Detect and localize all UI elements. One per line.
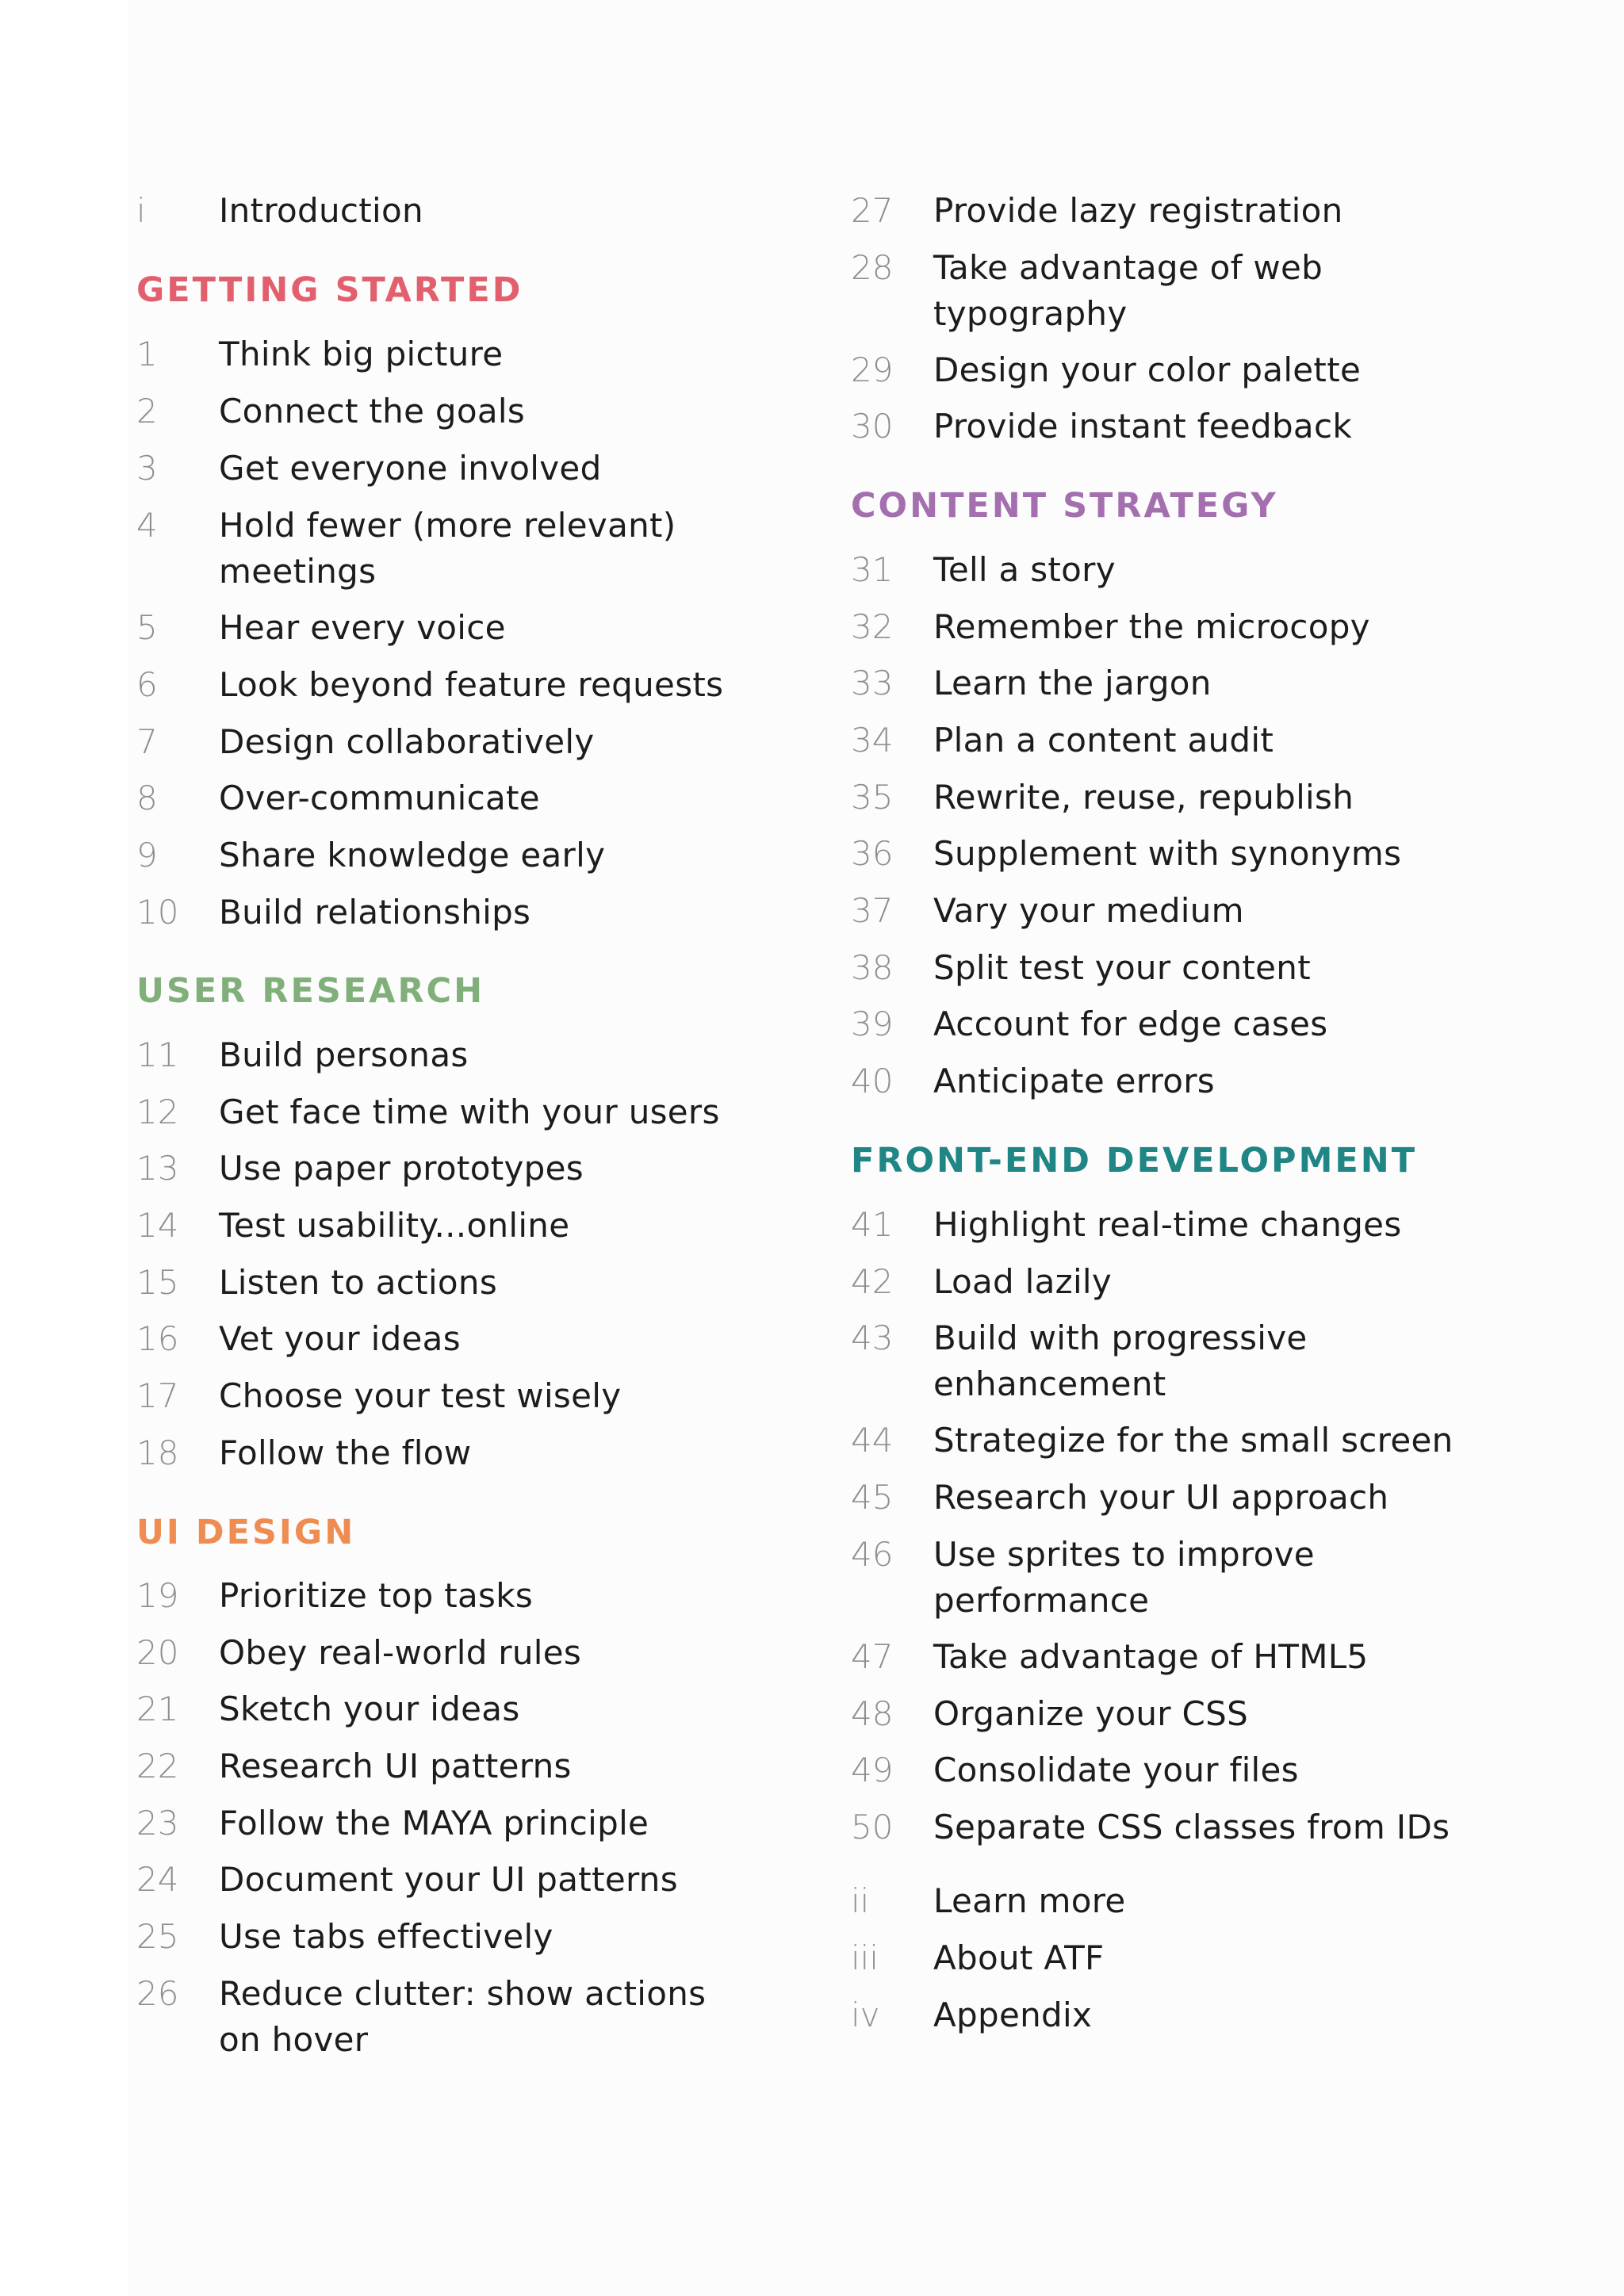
entry-title: Follow the flow (219, 1433, 472, 1472)
entry-title: Get face time with your users (219, 1093, 720, 1131)
entry-title: Hear every voice (219, 608, 506, 647)
entry-number: 45 (851, 1478, 894, 1517)
entry-number: 37 (851, 891, 894, 930)
entry-title: Tell a story (933, 550, 1116, 589)
entry-number: 30 (851, 407, 894, 446)
entry-number: 17 (136, 1376, 179, 1415)
entry-number: 16 (136, 1319, 179, 1358)
entry-title: Appendix (933, 1996, 1093, 2034)
entry-number: 5 (136, 608, 158, 647)
entry-number: 50 (851, 1808, 894, 1846)
entry-number: 18 (136, 1433, 179, 1472)
entry-title: Vary your medium (933, 891, 1244, 930)
entry-title: Learn the jargon (933, 664, 1212, 702)
section-heading-ui-design: UI DESIGN (136, 1513, 356, 1552)
entry-title: Build personas (219, 1035, 469, 1074)
entry-title: Get everyone involved (219, 449, 602, 488)
entry-number: 27 (851, 191, 894, 230)
entry-title: Provide lazy registration (933, 191, 1343, 230)
entry-title: Share knowledge early (219, 836, 606, 874)
entry-number: i (136, 191, 146, 230)
entry-number: 11 (136, 1035, 179, 1074)
entry-title: Introduction (219, 191, 423, 230)
entry-number: 21 (136, 1689, 179, 1728)
entry-title: Supplement with synonyms (933, 834, 1402, 873)
entry-title: Listen to actions (219, 1263, 498, 1302)
entry-number: ii (851, 1881, 870, 1920)
entry-number: 14 (136, 1206, 179, 1245)
entry-title: Test usability...online (219, 1206, 570, 1245)
entry-number: 20 (136, 1633, 179, 1672)
entry-number: 12 (136, 1093, 179, 1131)
entry-number: 25 (136, 1917, 179, 1956)
entry-title: Document your UI patterns (219, 1860, 678, 1899)
entry-title: Separate CSS classes from IDs (933, 1808, 1450, 1846)
entry-title: Learn more (933, 1881, 1126, 1920)
entry-title: Over-communicate (219, 779, 540, 817)
entry-number: 8 (136, 779, 158, 817)
section-heading-front-end-development: FRONT-END DEVELOPMENT (851, 1141, 1418, 1181)
entry-title: Build with progressive enhancement (933, 1318, 1308, 1403)
entry-title: Look beyond feature requests (219, 665, 724, 704)
entry-title: Provide instant feedback (933, 407, 1352, 446)
entry-title: Anticipate errors (933, 1062, 1215, 1100)
entry-title: Choose your test wisely (219, 1376, 622, 1415)
section-heading-getting-started: GETTING STARTED (136, 270, 523, 310)
entry-title: Vet your ideas (219, 1319, 461, 1358)
entry-title: Sketch your ideas (219, 1689, 520, 1728)
entry-title: Research UI patterns (219, 1747, 572, 1785)
entry-title: Design collaboratively (219, 722, 595, 761)
entry-number: 4 (136, 506, 158, 545)
entry-number: 46 (851, 1535, 894, 1574)
entry-title: Obey real-world rules (219, 1633, 582, 1672)
entry-number: 26 (136, 1974, 179, 2013)
entry-number: 43 (851, 1318, 894, 1357)
entry-number: 3 (136, 449, 158, 488)
entry-title: Prioritize top tasks (219, 1576, 533, 1615)
entry-title: Research your UI approach (933, 1478, 1389, 1517)
entry-title: Reduce clutter: show actions on hover (219, 1974, 707, 2059)
entry-number: 9 (136, 836, 158, 874)
entry-title: Hold fewer (more relevant) meetings (219, 506, 676, 591)
entry-title: Load lazily (933, 1262, 1113, 1301)
entry-title: Highlight real-time changes (933, 1205, 1402, 1244)
entry-title: Think big picture (219, 335, 504, 373)
entry-title: Consolidate your files (933, 1751, 1299, 1789)
entry-title: Build relationships (219, 893, 531, 932)
entry-title: Use paper prototypes (219, 1149, 584, 1188)
entry-number: 33 (851, 664, 894, 702)
entry-number: 35 (851, 778, 894, 817)
entry-number: 47 (851, 1637, 894, 1676)
entry-title: Follow the MAYA principle (219, 1804, 649, 1843)
entry-title: About ATF (933, 1938, 1105, 1977)
section-heading-content-strategy: CONTENT STRATEGY (851, 486, 1278, 526)
entry-number: 22 (136, 1747, 179, 1785)
entry-number: 42 (851, 1262, 894, 1301)
entry-number: 48 (851, 1694, 894, 1733)
entry-number: 15 (136, 1263, 179, 1302)
entry-number: 29 (851, 350, 894, 389)
entry-number: 7 (136, 722, 158, 761)
entry-number: 36 (851, 834, 894, 873)
entry-title: Plan a content audit (933, 721, 1274, 760)
entry-title: Organize your CSS (933, 1694, 1249, 1733)
entry-number: 38 (851, 948, 894, 987)
entry-number: 49 (851, 1751, 894, 1789)
entry-title: Rewrite, reuse, republish (933, 778, 1354, 817)
entry-number: iii (851, 1938, 879, 1977)
entry-title: Connect the goals (219, 392, 526, 430)
entry-number: 6 (136, 665, 158, 704)
entry-title: Account for edge cases (933, 1004, 1328, 1043)
entry-number: 24 (136, 1860, 179, 1899)
entry-number: 40 (851, 1062, 894, 1100)
entry-title: Strategize for the small screen (933, 1421, 1454, 1460)
entry-number: 13 (136, 1149, 179, 1188)
entry-title: Remember the microcopy (933, 607, 1370, 646)
entry-number: 31 (851, 550, 894, 589)
entry-title: Take advantage of HTML5 (933, 1637, 1369, 1676)
entry-title: Use sprites to improve performance (933, 1535, 1315, 1620)
entry-number: 34 (851, 721, 894, 760)
entry-number: 32 (851, 607, 894, 646)
entry-number: iv (851, 1996, 880, 2034)
entry-number: 44 (851, 1421, 894, 1460)
entry-number: 10 (136, 893, 179, 932)
section-heading-user-research: USER RESEARCH (136, 971, 485, 1011)
entry-number: 2 (136, 392, 158, 430)
entry-number: 41 (851, 1205, 894, 1244)
entry-number: 28 (851, 248, 894, 287)
entry-number: 23 (136, 1804, 179, 1843)
entry-number: 39 (851, 1004, 894, 1043)
entry-title: Take advantage of web typography (933, 248, 1323, 333)
entry-number: 19 (136, 1576, 179, 1615)
entry-number: 1 (136, 335, 158, 373)
entry-title: Design your color palette (933, 350, 1362, 389)
entry-title: Use tabs effectively (219, 1917, 553, 1956)
entry-title: Split test your content (933, 948, 1311, 987)
